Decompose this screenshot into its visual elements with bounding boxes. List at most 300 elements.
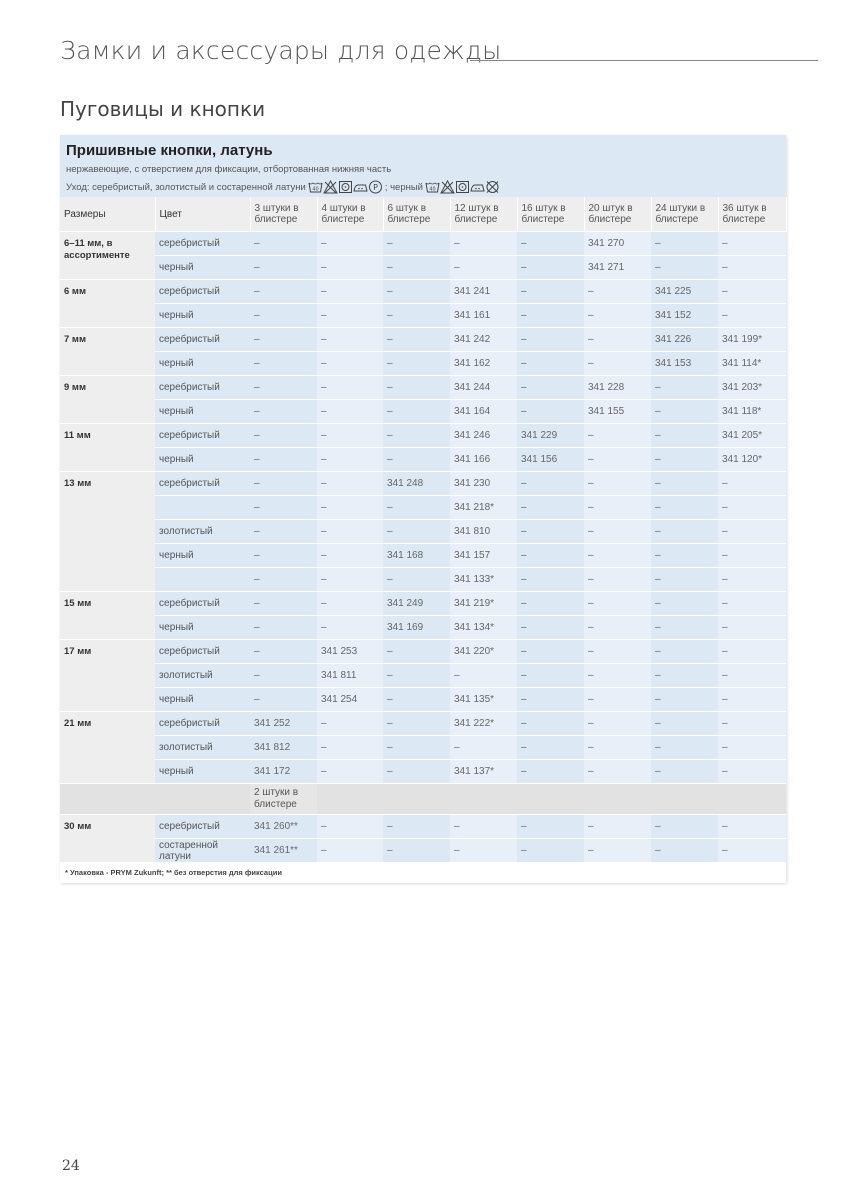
article-cell: – xyxy=(317,496,383,520)
article-cell: – xyxy=(517,839,584,863)
table-row xyxy=(60,592,786,616)
subheader-blank xyxy=(383,784,450,815)
article-cell: 341 254 xyxy=(317,688,383,712)
article-cell: – xyxy=(250,280,317,304)
article-cell: – xyxy=(584,520,651,544)
panel-title: Пришивные кнопки, латунь xyxy=(66,142,273,159)
no-bleach-icon xyxy=(323,180,338,194)
table-row xyxy=(60,520,786,544)
article-cell: – xyxy=(584,352,651,376)
article-cell: – xyxy=(517,712,584,736)
care-black: ; черный xyxy=(384,181,423,193)
article-cell: 341 156 xyxy=(517,448,584,472)
article-cell: – xyxy=(517,376,584,400)
article-cell: – xyxy=(383,839,450,863)
size-cell: 21 мм xyxy=(60,712,155,784)
column-header: 36 штук в блистере xyxy=(718,197,786,232)
table-row xyxy=(60,472,786,496)
article-cell: – xyxy=(718,664,786,688)
article-cell: 341 270 xyxy=(584,232,651,256)
article-cell: – xyxy=(718,256,786,280)
article-cell: 341 810 xyxy=(450,520,517,544)
article-cell: – xyxy=(383,328,450,352)
size-cell: 11 мм xyxy=(60,424,155,472)
table-row xyxy=(60,376,786,400)
article-cell: 341 260** xyxy=(250,815,317,839)
article-cell: – xyxy=(584,544,651,568)
color-cell: золотистый xyxy=(155,664,250,688)
article-cell: – xyxy=(250,664,317,688)
article-cell: – xyxy=(718,592,786,616)
table-row xyxy=(60,640,786,664)
color-cell: серебристый xyxy=(155,232,250,256)
article-cell: – xyxy=(718,688,786,712)
column-header: 20 штук в блистере xyxy=(584,197,651,232)
article-cell: – xyxy=(317,568,383,592)
subheader-blank xyxy=(517,784,584,815)
article-cell: 341 222* xyxy=(450,712,517,736)
article-cell: – xyxy=(383,448,450,472)
article-cell: – xyxy=(450,815,517,839)
article-cell: – xyxy=(517,520,584,544)
care-icons-group-2 xyxy=(425,180,500,194)
article-cell: 341 220* xyxy=(450,640,517,664)
column-header: Размеры xyxy=(60,197,155,232)
article-cell: – xyxy=(317,760,383,784)
table-row xyxy=(60,815,786,839)
article-cell: – xyxy=(651,232,718,256)
article-cell: – xyxy=(450,839,517,863)
article-cell: 341 203* xyxy=(718,376,786,400)
section-title: Замки и аксессуары для одежды xyxy=(60,36,502,65)
article-cell: – xyxy=(718,496,786,520)
article-cell: – xyxy=(584,280,651,304)
article-cell: 341 219* xyxy=(450,592,517,616)
article-cell: – xyxy=(383,232,450,256)
color-cell: золотистый xyxy=(155,520,250,544)
article-cell: – xyxy=(517,400,584,424)
article-cell: – xyxy=(517,815,584,839)
column-header: 12 штук в блистере xyxy=(450,197,517,232)
article-cell: – xyxy=(651,616,718,640)
article-cell: – xyxy=(383,712,450,736)
article-cell: – xyxy=(250,400,317,424)
article-cell: – xyxy=(718,736,786,760)
color-cell: золотистый xyxy=(155,736,250,760)
color-cell: серебристый xyxy=(155,640,250,664)
size-cell: 7 мм xyxy=(60,328,155,376)
article-cell: 341 152 xyxy=(651,304,718,328)
article-cell: – xyxy=(517,688,584,712)
article-cell: – xyxy=(584,815,651,839)
size-cell: 17 мм xyxy=(60,640,155,712)
article-cell: – xyxy=(651,640,718,664)
product-panel xyxy=(60,135,786,883)
no-dry-clean-icon xyxy=(485,180,500,194)
article-cell: 341 252 xyxy=(250,712,317,736)
article-cell: – xyxy=(517,616,584,640)
column-header: 24 штуки в блистере xyxy=(651,197,718,232)
article-cell: 341 205* xyxy=(718,424,786,448)
table-row xyxy=(60,496,786,520)
svg-text:P: P xyxy=(372,183,378,192)
article-cell: 341 172 xyxy=(250,760,317,784)
article-cell: – xyxy=(651,448,718,472)
article-cell: – xyxy=(718,616,786,640)
article-cell: – xyxy=(584,616,651,640)
subheader-blank xyxy=(584,784,651,815)
article-cell: 341 242 xyxy=(450,328,517,352)
table-row xyxy=(60,736,786,760)
color-cell: черный xyxy=(155,616,250,640)
article-cell: – xyxy=(651,664,718,688)
table-row xyxy=(60,328,786,352)
subheader-label: 2 штуки в блистере xyxy=(250,784,317,815)
article-cell: – xyxy=(651,424,718,448)
article-cell: 341 137* xyxy=(450,760,517,784)
subheader-blank xyxy=(450,784,517,815)
article-cell: – xyxy=(383,496,450,520)
color-cell: черный xyxy=(155,304,250,328)
column-header: 3 штуки в блистере xyxy=(250,197,317,232)
table-row xyxy=(60,304,786,328)
article-cell: – xyxy=(718,815,786,839)
article-cell: – xyxy=(651,712,718,736)
column-header: Цвет xyxy=(155,197,250,232)
article-cell: 341 226 xyxy=(651,328,718,352)
article-cell: – xyxy=(651,256,718,280)
article-cell: – xyxy=(651,520,718,544)
article-cell: 341 241 xyxy=(450,280,517,304)
article-cell: – xyxy=(383,736,450,760)
article-cell: – xyxy=(584,640,651,664)
article-cell: – xyxy=(651,496,718,520)
article-cell: – xyxy=(584,424,651,448)
article-cell: 341 253 xyxy=(317,640,383,664)
article-cell: – xyxy=(651,839,718,863)
subheader-row xyxy=(60,784,786,815)
header-rule xyxy=(470,60,818,61)
size-cell: 30 мм xyxy=(60,815,155,863)
article-cell: – xyxy=(250,520,317,544)
article-cell: – xyxy=(517,496,584,520)
article-cell: – xyxy=(517,592,584,616)
color-cell: черный xyxy=(155,256,250,280)
article-cell: – xyxy=(584,568,651,592)
article-cell: – xyxy=(517,640,584,664)
article-cell: – xyxy=(317,352,383,376)
article-cell: – xyxy=(317,592,383,616)
table-row xyxy=(60,256,786,280)
article-cell: 341 114* xyxy=(718,352,786,376)
color-cell: серебристый xyxy=(155,592,250,616)
article-cell: – xyxy=(651,592,718,616)
table-row xyxy=(60,664,786,688)
size-cell: 6 мм xyxy=(60,280,155,328)
article-cell: 341 246 xyxy=(450,424,517,448)
article-cell: – xyxy=(718,544,786,568)
article-cell: – xyxy=(718,640,786,664)
article-cell: – xyxy=(651,688,718,712)
article-cell: 341 157 xyxy=(450,544,517,568)
article-cell: – xyxy=(250,472,317,496)
color-cell: серебристый xyxy=(155,424,250,448)
subheader-blank xyxy=(317,784,383,815)
article-cell: – xyxy=(317,400,383,424)
article-cell: – xyxy=(517,256,584,280)
color-cell: серебристый xyxy=(155,328,250,352)
article-cell: – xyxy=(250,328,317,352)
article-cell: – xyxy=(718,839,786,863)
article-cell: 341 166 xyxy=(450,448,517,472)
no-bleach-icon xyxy=(440,180,455,194)
article-cell: – xyxy=(450,256,517,280)
article-cell: – xyxy=(383,256,450,280)
iron-icon xyxy=(470,180,485,194)
article-cell: – xyxy=(584,328,651,352)
article-cell: – xyxy=(651,376,718,400)
article-cell: – xyxy=(517,280,584,304)
article-cell: – xyxy=(250,256,317,280)
article-cell: – xyxy=(584,472,651,496)
article-cell: – xyxy=(317,712,383,736)
svg-text:40: 40 xyxy=(429,186,436,193)
size-cell: 6–11 мм, в ассортименте xyxy=(60,232,155,280)
article-cell: – xyxy=(517,352,584,376)
article-cell: 341 812 xyxy=(250,736,317,760)
article-cell: – xyxy=(517,736,584,760)
table-row xyxy=(60,448,786,472)
subheader-blank xyxy=(60,784,155,815)
article-cell: – xyxy=(383,304,450,328)
table-row xyxy=(60,760,786,784)
article-cell: – xyxy=(584,760,651,784)
article-cell: – xyxy=(317,520,383,544)
article-cell: – xyxy=(250,232,317,256)
article-cell: 341 228 xyxy=(584,376,651,400)
article-cell: – xyxy=(718,304,786,328)
article-cell: – xyxy=(317,280,383,304)
article-cell: – xyxy=(584,448,651,472)
article-cell: – xyxy=(250,376,317,400)
article-cell: – xyxy=(517,760,584,784)
article-cell: – xyxy=(383,760,450,784)
article-cell: – xyxy=(651,760,718,784)
table-row xyxy=(60,232,786,256)
article-cell: – xyxy=(383,424,450,448)
article-cell: – xyxy=(250,352,317,376)
size-cell: 13 мм xyxy=(60,472,155,592)
article-cell: – xyxy=(383,815,450,839)
table-row xyxy=(60,712,786,736)
article-cell: 341 229 xyxy=(517,424,584,448)
size-cell: 9 мм xyxy=(60,376,155,424)
article-cell: – xyxy=(517,472,584,496)
article-cell: – xyxy=(584,688,651,712)
column-header: 4 штуки в блистере xyxy=(317,197,383,232)
article-cell: – xyxy=(317,839,383,863)
article-cell: – xyxy=(383,664,450,688)
article-cell: – xyxy=(517,664,584,688)
tumble-dry-icon xyxy=(455,180,470,194)
color-cell: черный xyxy=(155,760,250,784)
article-cell: – xyxy=(383,352,450,376)
article-cell: – xyxy=(250,640,317,664)
care-instructions xyxy=(66,180,780,194)
article-cell: – xyxy=(383,640,450,664)
table-row xyxy=(60,688,786,712)
article-cell: – xyxy=(250,496,317,520)
table-row xyxy=(60,839,786,863)
article-cell: – xyxy=(317,616,383,640)
article-cell: 341 155 xyxy=(584,400,651,424)
color-cell: серебристый xyxy=(155,376,250,400)
article-cell: – xyxy=(584,592,651,616)
page-number: 24 xyxy=(62,1158,80,1174)
article-cell: 341 153 xyxy=(651,352,718,376)
article-cell: – xyxy=(517,232,584,256)
article-cell: – xyxy=(317,544,383,568)
article-cell: – xyxy=(250,592,317,616)
subheader-blank xyxy=(651,784,718,815)
article-cell: 341 118* xyxy=(718,400,786,424)
article-cell: – xyxy=(718,232,786,256)
color-cell xyxy=(155,496,250,520)
article-cell: – xyxy=(651,568,718,592)
article-cell: 341 169 xyxy=(383,616,450,640)
article-cell: – xyxy=(383,568,450,592)
article-cell: 341 199* xyxy=(718,328,786,352)
article-cell: – xyxy=(584,712,651,736)
care-icons-group-1 xyxy=(308,180,383,194)
article-cell: – xyxy=(250,448,317,472)
article-cell: 341 218* xyxy=(450,496,517,520)
column-header: 6 штук в блистере xyxy=(383,197,450,232)
dry-clean-p-icon xyxy=(368,180,383,194)
article-cell: – xyxy=(718,712,786,736)
article-cell: – xyxy=(250,568,317,592)
article-cell: – xyxy=(317,448,383,472)
article-cell: – xyxy=(317,736,383,760)
article-cell: 341 261** xyxy=(250,839,317,863)
article-cell: – xyxy=(317,815,383,839)
article-cell: – xyxy=(651,736,718,760)
article-cell: 341 249 xyxy=(383,592,450,616)
size-cell: 15 мм xyxy=(60,592,155,640)
product-table xyxy=(60,197,787,863)
article-cell: – xyxy=(584,304,651,328)
article-cell: – xyxy=(450,232,517,256)
article-cell: – xyxy=(317,232,383,256)
panel-header xyxy=(60,135,786,197)
color-cell: черный xyxy=(155,400,250,424)
article-cell: 341 135* xyxy=(450,688,517,712)
subheader-blank xyxy=(718,784,786,815)
article-cell: – xyxy=(718,280,786,304)
article-cell: 341 120* xyxy=(718,448,786,472)
article-cell: – xyxy=(450,664,517,688)
color-cell: черный xyxy=(155,544,250,568)
iron-icon xyxy=(353,180,368,194)
article-cell: 341 161 xyxy=(450,304,517,328)
article-cell: – xyxy=(317,304,383,328)
color-cell: черный xyxy=(155,448,250,472)
article-cell: – xyxy=(383,520,450,544)
article-cell: – xyxy=(250,424,317,448)
article-cell: – xyxy=(517,328,584,352)
article-cell: 341 133* xyxy=(450,568,517,592)
table-row xyxy=(60,280,786,304)
article-cell: – xyxy=(651,400,718,424)
article-cell: – xyxy=(317,376,383,400)
color-cell: серебристый xyxy=(155,472,250,496)
article-cell: – xyxy=(317,328,383,352)
article-cell: 341 168 xyxy=(383,544,450,568)
article-cell: – xyxy=(718,472,786,496)
table-row xyxy=(60,400,786,424)
table-row xyxy=(60,544,786,568)
article-cell: – xyxy=(317,424,383,448)
article-cell: 341 271 xyxy=(584,256,651,280)
color-cell xyxy=(155,568,250,592)
table-row xyxy=(60,616,786,640)
article-cell: 341 244 xyxy=(450,376,517,400)
page-subtitle: Пуговицы и кнопки xyxy=(60,97,266,121)
article-cell: – xyxy=(651,815,718,839)
article-cell: – xyxy=(250,304,317,328)
table-row xyxy=(60,424,786,448)
article-cell: – xyxy=(317,472,383,496)
article-cell: – xyxy=(517,304,584,328)
wash-40-icon xyxy=(425,180,440,194)
article-cell: – xyxy=(584,496,651,520)
article-cell: – xyxy=(517,568,584,592)
article-cell: – xyxy=(250,688,317,712)
article-cell: 341 225 xyxy=(651,280,718,304)
table-row xyxy=(60,568,786,592)
color-cell: состаренной латуни xyxy=(155,839,250,863)
article-cell: – xyxy=(317,256,383,280)
subheader-blank xyxy=(155,784,250,815)
color-cell: серебристый xyxy=(155,815,250,839)
article-cell: – xyxy=(651,544,718,568)
article-cell: 341 164 xyxy=(450,400,517,424)
color-cell: черный xyxy=(155,352,250,376)
color-cell: серебристый xyxy=(155,712,250,736)
svg-text:40: 40 xyxy=(312,186,319,193)
column-header: 16 штук в блистере xyxy=(517,197,584,232)
article-cell: – xyxy=(383,688,450,712)
article-cell: 341 230 xyxy=(450,472,517,496)
footnote: * Упаковка - PRYM Zukunft; ** без отверстия для фиксации xyxy=(60,863,786,883)
article-cell: – xyxy=(250,616,317,640)
color-cell: серебристый xyxy=(155,280,250,304)
article-cell: – xyxy=(651,472,718,496)
article-cell: – xyxy=(584,664,651,688)
article-cell: – xyxy=(718,760,786,784)
tumble-dry-icon xyxy=(338,180,353,194)
article-cell: – xyxy=(517,544,584,568)
article-cell: 341 162 xyxy=(450,352,517,376)
panel-description: нержавеющие, с отверстием для фиксации, отбортованная нижняя часть xyxy=(66,164,392,175)
article-cell: – xyxy=(383,280,450,304)
wash-40-icon xyxy=(308,180,323,194)
article-cell: – xyxy=(450,736,517,760)
article-cell: – xyxy=(250,544,317,568)
article-cell: – xyxy=(718,520,786,544)
article-cell: 341 811 xyxy=(317,664,383,688)
article-cell: – xyxy=(383,376,450,400)
